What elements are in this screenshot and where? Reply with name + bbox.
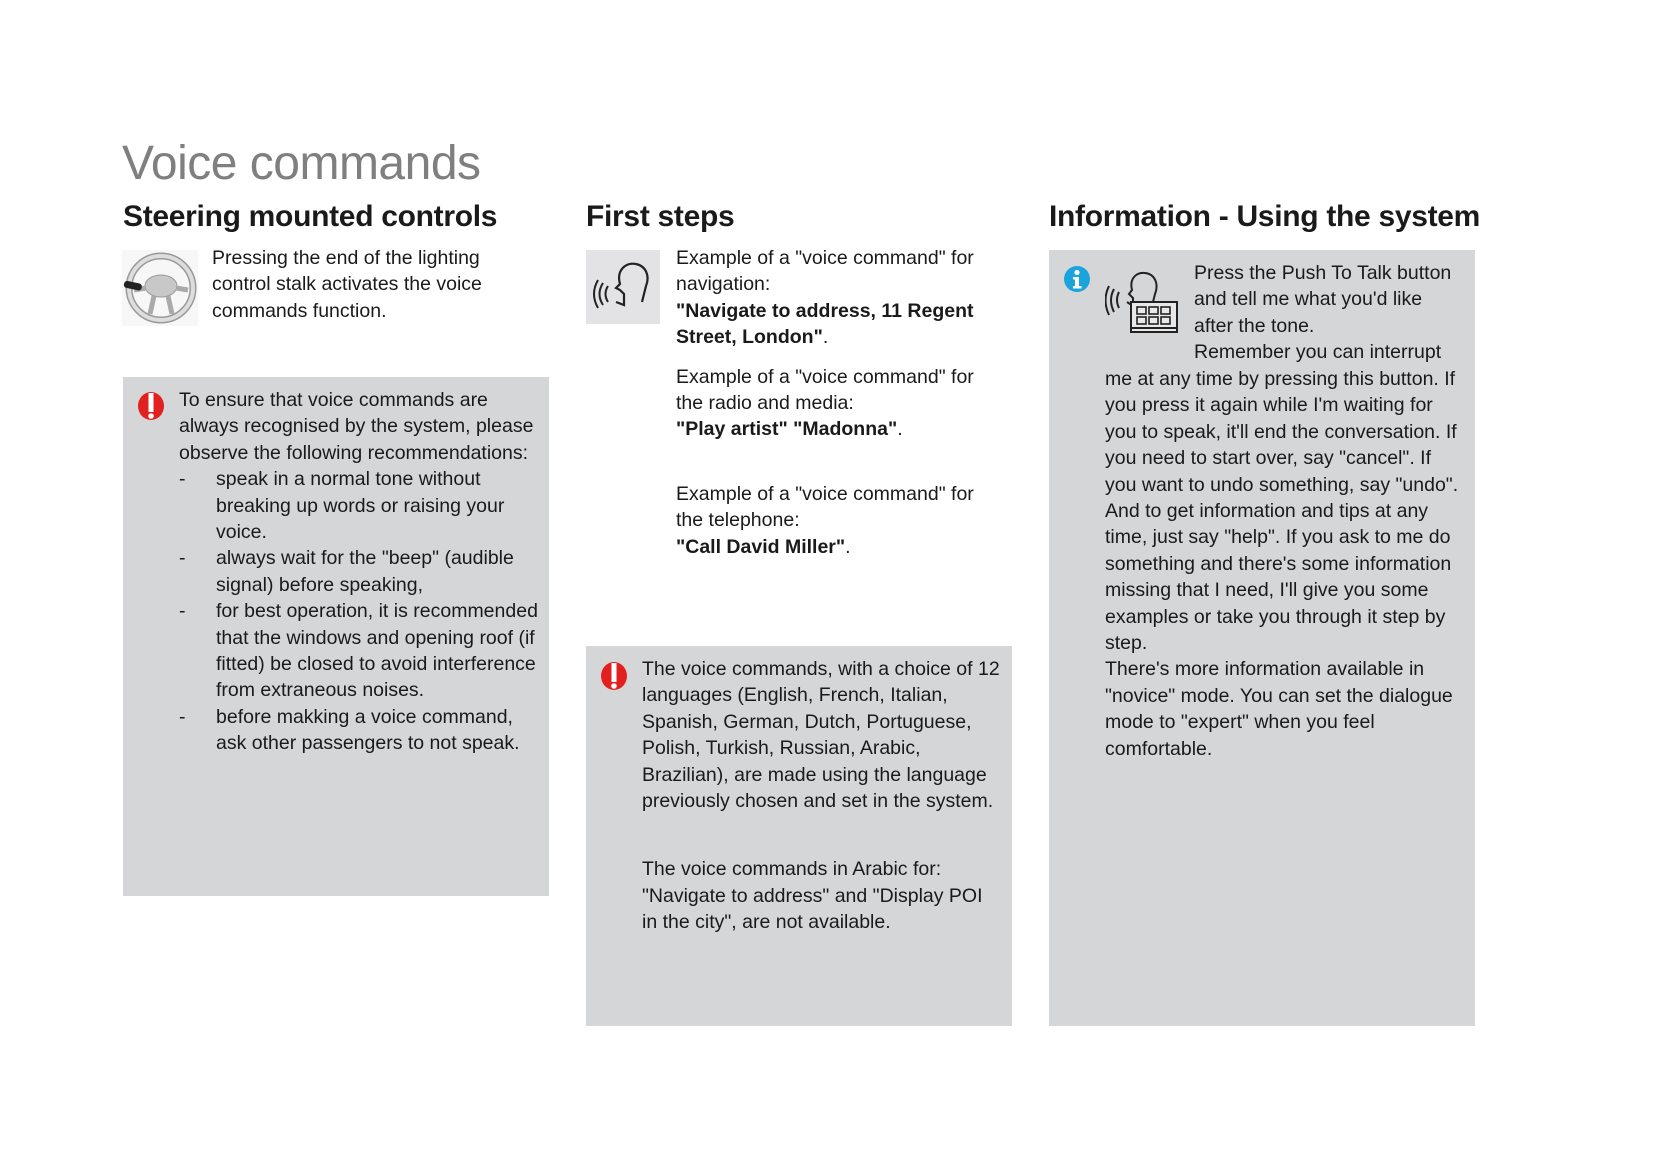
warning-intro: To ensure that voice commands are always recognised by the system, please observe the following recommendations: — [179, 389, 534, 464]
list-item: - before makking a voice command, ask other passengers to not speak. — [179, 704, 539, 757]
example-phone-command: "Call David Miller" — [676, 535, 846, 558]
steering-warning-panel — [123, 377, 549, 896]
push-to-talk-icon — [1105, 268, 1185, 343]
steering-wheel-icon — [122, 250, 198, 326]
warning-icon — [137, 391, 165, 426]
speaking-head-icon — [586, 250, 660, 324]
recommendation-list — [179, 466, 539, 756]
steering-text: Pressing the end of the lighting control stalk activates the voice commands function. — [212, 247, 482, 322]
list-item: - speak in a normal tone without breaking up words or raising your voice. — [179, 466, 539, 545]
example-radio-intro: Example of a "voice command" for the radio and media: — [676, 365, 974, 415]
page-title: Voice commands — [122, 137, 481, 190]
arabic-text: The voice commands in Arabic for: "Navigate to address" and "Display POI in the city", are not available. — [642, 858, 983, 934]
example-nav-intro: Example of a "voice command" for navigation: — [676, 247, 974, 296]
page: Voice commands Steering mounted controls Pressing the end of the lighting control stalk activates the voice commands function. To ensure that voice commands are always recognised by the system, please observe the following recommendations: - speak in a normal tone without breaking up words or raising your voice. - always wait for the "beep" (audible signal) before speaking, - for best operation, it is recommended that the windows and opening roof (if fitted) be closed to avoid interference from extraneous noises. - before makking a voice command, ask other passengers to not speak. First steps Example of a "voice command" for navigation: "Navigate to address, 11 Regent Street, London". Example of a "voice command" for the radio and media: "Play artist" "Madonna". Example of a "voice command" for the telephone: "Call David Miller". The voice commands, with a choice of 12 languages (English, French, Italian, Spanish, German, Dutch, Portuguese, Polish, Turkish, Russian, Arabic, Brazilian), are made using the language previously chosen and set in the system. The voice commands in Arabic for: "Navigate to address" and "Display POI in the city", are not available. Information - Using the system Press the Push To Talk button and tell me what you'd like after the tone. Remember you can interrupt me at any time by pressing this button. If you press it again while I'm waiting for you to speak, it'll end the conversation. If you need to start over, say "cancel". If you want to undo something, say "undo". And to get information and tips at any time, just say "help". If you ask to me do something and there's some information missing that I need, I'll give you some examples or take you through it step by step. There's more information available in "novice" mode. You can set the dialogue mode to "expert" when you feel comfortable. — [0, 0, 1653, 1173]
languages-warning-panel — [586, 646, 1012, 1026]
info-help: And to get information and tips at any time, just say "help". If you ask to me do something and there's some information missing that I need, I'll give you some examples or take you through it step by step. — [1105, 500, 1452, 655]
info-lead: Press the Push To Talk button and tell me what you'd like after the tone. — [1194, 262, 1452, 337]
example-radio-command: "Play artist" "Madonna" — [676, 418, 898, 441]
info-remember: Remember you can interrupt — [1194, 341, 1442, 363]
info-novice: There's more information available in "novice" mode. You can set the dialogue mode to "expert" when you feel comfortable. — [1105, 658, 1453, 760]
info-icon — [1063, 265, 1091, 298]
info-body: me at any time by pressing this button. If you press it again while I'm waiting for you to speak, it'll end the conversation. If you need to start over, say "cancel". If you want to undo something, say "undo". — [1105, 368, 1459, 496]
languages-text: The voice commands, with a choice of 12 languages (English, French, Italian, Spanish, German, Dutch, Portuguese, Polish, Turkish, Russian, Arabic, Brazilian), are made using the language previously chosen and set in the system. — [642, 658, 1000, 813]
example-nav-command: "Navigate to address, 11 Regent Street, London" — [676, 299, 974, 349]
info-heading: Information - Using the system — [1049, 200, 1481, 233]
info-panel — [1049, 250, 1475, 1026]
steering-heading: Steering mounted controls — [123, 200, 498, 233]
list-item: - for best operation, it is recommended that the windows and opening roof (if fitted) be closed to avoid interference from extraneous noises. — [179, 598, 539, 704]
first-steps-heading: First steps — [586, 200, 735, 233]
example-phone-intro: Example of a "voice command" for the telephone: — [676, 482, 974, 532]
warning-icon — [600, 661, 628, 696]
list-item: - always wait for the "beep" (audible signal) before speaking, — [179, 545, 539, 598]
